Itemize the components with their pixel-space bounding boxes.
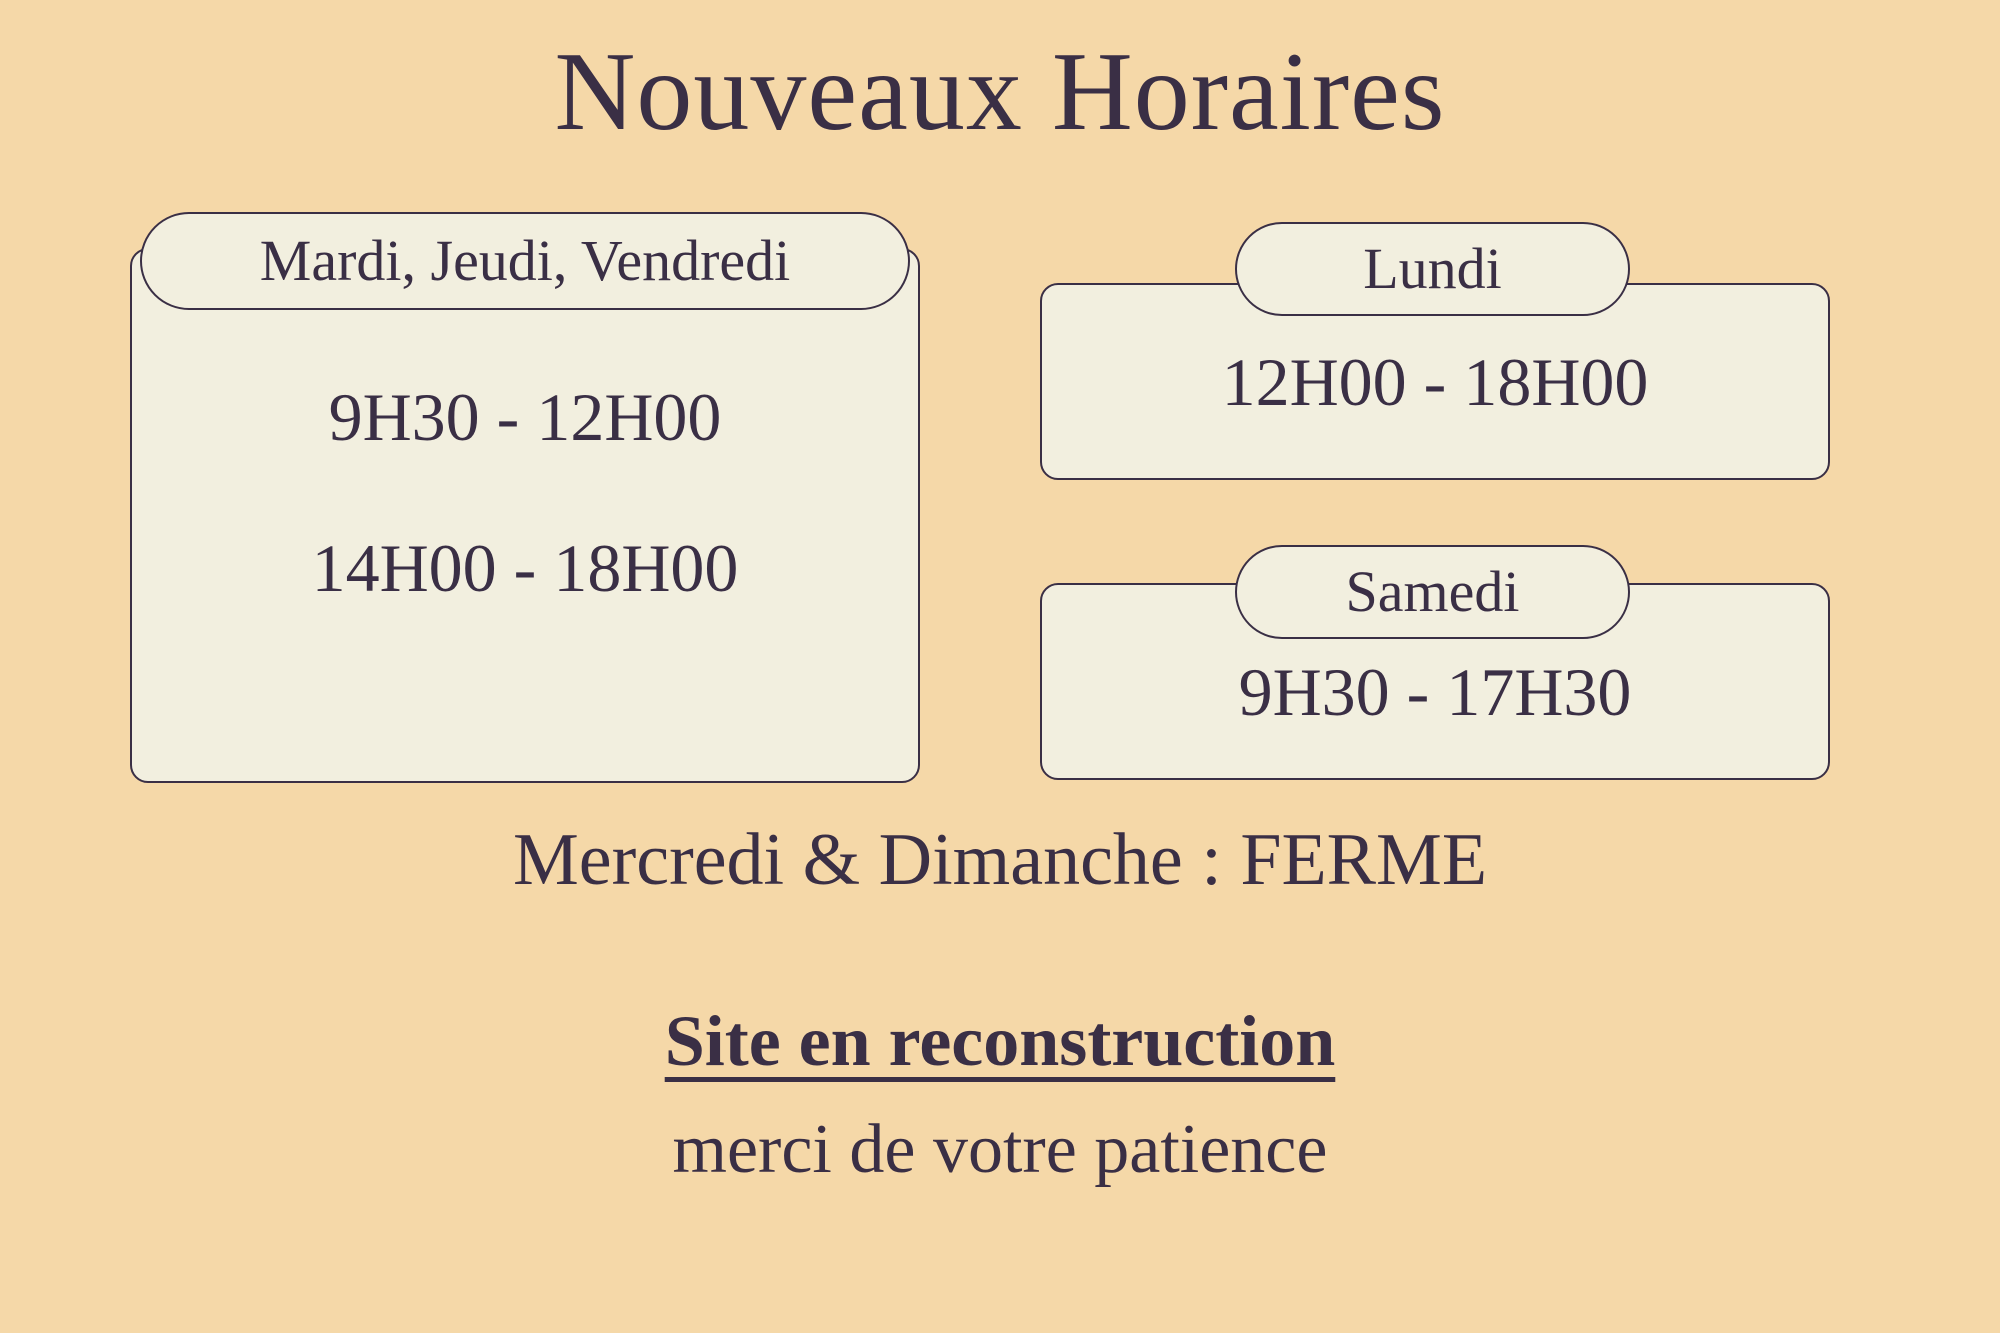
- schedule-time-weekdays-morning: 9H30 - 12H00: [328, 379, 722, 455]
- schedule-time-weekdays-afternoon: 14H00 - 18H00: [311, 529, 739, 606]
- spacer: [130, 455, 920, 531]
- notice-headline: Site en reconstruction: [664, 1001, 1336, 1081]
- schedule-label-weekdays: Mardi, Jeudi, Vendredi: [140, 212, 910, 310]
- closed-days-text: Mercredi & Dimanche : FERME: [512, 819, 1488, 901]
- schedule-time-lundi: 12H00 - 18H00: [1221, 344, 1649, 420]
- schedule-time-samedi: 9H30 - 17H30: [1238, 654, 1632, 730]
- page-title: Nouveaux Horaires: [554, 30, 1446, 154]
- schedule-label-lundi: Lundi: [1235, 222, 1630, 316]
- notice-subtext: merci de votre patience: [672, 1111, 1328, 1188]
- schedule-times-weekdays: [130, 380, 920, 606]
- schedule-label-samedi: Samedi: [1235, 545, 1630, 639]
